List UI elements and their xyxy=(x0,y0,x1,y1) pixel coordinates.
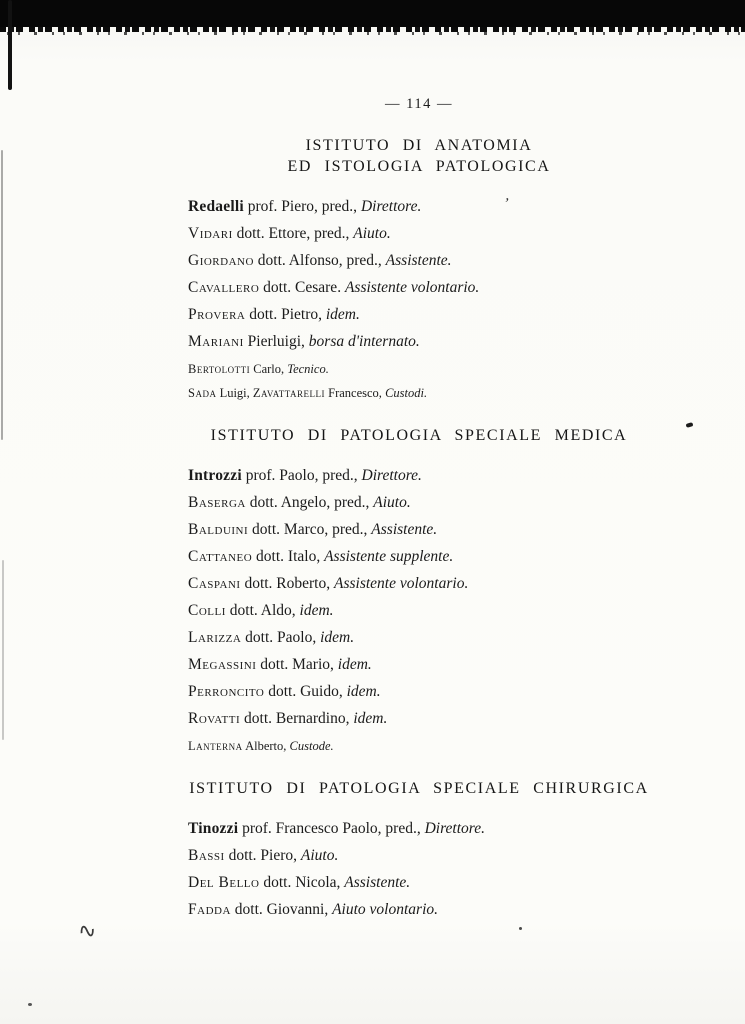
staff-entry xyxy=(188,630,650,646)
staff-detail: dott. Piero, xyxy=(224,847,301,864)
staff-entry xyxy=(188,821,650,837)
scan-artifact-speckle xyxy=(0,32,745,35)
staff-role: Aiuto. xyxy=(373,494,411,511)
staff-role: Aiuto. xyxy=(300,847,339,864)
staff-entry xyxy=(188,361,650,377)
staff-name: Provera xyxy=(188,306,246,323)
staff-entry xyxy=(188,549,650,565)
section-title-line: ISTITUTO DI PATOLOGIA SPECIALE CHIRURGICA xyxy=(189,780,649,797)
staff-detail: Alberto, xyxy=(242,739,290,753)
staff-detail: Carlo, xyxy=(250,362,288,376)
staff-detail: Francesco, xyxy=(325,386,386,400)
staff-role: Assistente volontario. xyxy=(344,279,480,296)
staff-role: borsa d'internato. xyxy=(308,333,420,350)
staff-name: Tinozzi xyxy=(188,820,239,837)
staff-role: idem. xyxy=(353,710,388,727)
staff-detail: Pierluigi, xyxy=(243,333,309,350)
staff-role: Direttore. xyxy=(424,820,486,837)
staff-name: Lanterna xyxy=(188,739,243,753)
page-number: — 114 — xyxy=(385,96,453,112)
section-patologia-medica xyxy=(188,425,650,754)
section-heading xyxy=(188,135,650,177)
staff-detail: dott. Angelo, pred., xyxy=(245,494,374,511)
staff-detail: dott. Guido, xyxy=(264,683,347,700)
staff-entry xyxy=(188,522,650,538)
staff-entry xyxy=(188,199,650,215)
staff-entry xyxy=(188,307,650,323)
staff-role: idem. xyxy=(325,306,360,323)
staff-name: Colli xyxy=(188,602,226,619)
section-patologia-chirurgica xyxy=(188,778,650,918)
staff-role: Assistente. xyxy=(385,252,452,269)
staff-name: Perroncito xyxy=(188,683,265,700)
staff-detail: dott. Marco, pred., xyxy=(248,521,372,538)
staff-name: Sada xyxy=(188,386,217,400)
scan-artifact-left-bar xyxy=(8,0,12,90)
ink-mark: ʼ xyxy=(502,195,511,213)
staff-name: Caspani xyxy=(188,575,241,592)
staff-detail: dott. Aldo, xyxy=(225,602,300,619)
ink-mark xyxy=(686,422,694,428)
staff-name: Baserga xyxy=(188,494,246,511)
staff-entry xyxy=(188,468,650,484)
staff-role: idem. xyxy=(337,656,372,673)
staff-role: Assistente. xyxy=(371,521,438,538)
section-title-line: ED ISTOLOGIA PATOLOGICA xyxy=(287,158,551,175)
staff-role: Assistente volontario. xyxy=(334,575,469,592)
staff-entry xyxy=(188,280,650,296)
staff-name: Rovatti xyxy=(188,710,241,727)
staff-role: idem. xyxy=(346,683,381,700)
staff-name: Cavallero xyxy=(188,279,260,296)
section-anatomia xyxy=(188,135,650,401)
staff-detail: dott. Giovanni, xyxy=(230,901,333,918)
staff-entry xyxy=(188,576,650,592)
staff-role: Custode. xyxy=(289,739,334,753)
staff-entry xyxy=(188,902,650,918)
staff-entry xyxy=(188,738,650,754)
staff-entry xyxy=(188,385,650,401)
scan-artifact-left-edge xyxy=(2,560,4,740)
staff-entry xyxy=(188,875,650,891)
staff-name: Bassi xyxy=(188,847,225,864)
staff-entry xyxy=(188,657,650,673)
staff-detail: dott. Pietro, xyxy=(245,306,326,323)
staff-detail: dott. Mario, xyxy=(256,656,338,673)
staff-name: Megassini xyxy=(188,656,257,673)
staff-detail: dott. Bernardino, xyxy=(240,710,354,727)
staff-entry xyxy=(188,253,650,269)
section-title-line: ISTITUTO DI PATOLOGIA SPECIALE MEDICA xyxy=(210,427,628,444)
staff-name: Redaelli xyxy=(188,198,244,215)
staff-name: Vidari xyxy=(188,225,233,242)
staff-role: Assistente supplente. xyxy=(324,548,454,565)
staff-detail: dott. Ettore, pred., xyxy=(232,225,354,242)
staff-name: Balduini xyxy=(188,521,249,538)
staff-role: Direttore. xyxy=(360,198,422,215)
staff-detail: dott. Roberto, xyxy=(240,575,334,592)
section-heading xyxy=(188,778,650,799)
staff-entry xyxy=(188,603,650,619)
staff-name: Larizza xyxy=(188,629,242,646)
staff-entry xyxy=(188,495,650,511)
staff-detail: dott. Paolo, xyxy=(241,629,321,646)
staff-entry xyxy=(188,684,650,700)
staff-detail: Luigi, xyxy=(216,386,253,400)
scan-artifact-top-band xyxy=(0,0,745,27)
staff-detail: dott. Nicola, xyxy=(259,874,345,891)
staff-detail: dott. Cesare. xyxy=(259,279,345,296)
staff-role: Assistente. xyxy=(344,874,411,891)
staff-detail: prof. Paolo, pred., xyxy=(241,467,362,484)
section-title-line: ISTITUTO DI ANATOMIA xyxy=(305,137,533,154)
staff-detail: prof. Francesco Paolo, pred., xyxy=(238,820,425,837)
staff-entry xyxy=(188,334,650,350)
staff-name: Fadda xyxy=(188,901,231,918)
staff-name: Mariani xyxy=(188,333,244,350)
staff-entry xyxy=(188,711,650,727)
staff-detail: dott. Alfonso, pred., xyxy=(253,252,386,269)
staff-role: Tecnico. xyxy=(287,362,329,376)
staff-role: Direttore. xyxy=(361,467,422,484)
staff-detail: dott. Italo, xyxy=(252,548,325,565)
staff-role: Aiuto volontario. xyxy=(332,901,439,918)
staff-entry xyxy=(188,226,650,242)
staff-name: Cattaneo xyxy=(188,548,253,565)
staff-role: idem. xyxy=(299,602,334,619)
staff-name: Bertolotti xyxy=(188,362,251,376)
staff-role: Aiuto. xyxy=(353,225,391,242)
staff-name: Introzzi xyxy=(188,467,242,484)
ink-mark: ∿ xyxy=(75,916,99,945)
ink-mark xyxy=(28,1003,32,1006)
page-content xyxy=(188,96,650,929)
staff-entry xyxy=(188,848,650,864)
staff-name: Giordano xyxy=(188,252,254,269)
staff-detail: prof. Piero, pred., xyxy=(243,198,361,215)
scan-artifact-left-edge xyxy=(1,150,3,440)
staff-name: Del Bello xyxy=(188,874,260,891)
staff-role: idem. xyxy=(320,629,355,646)
section-heading xyxy=(188,425,650,446)
staff-role: Custodi. xyxy=(385,386,428,400)
staff-name: Zavattarelli xyxy=(252,386,326,400)
